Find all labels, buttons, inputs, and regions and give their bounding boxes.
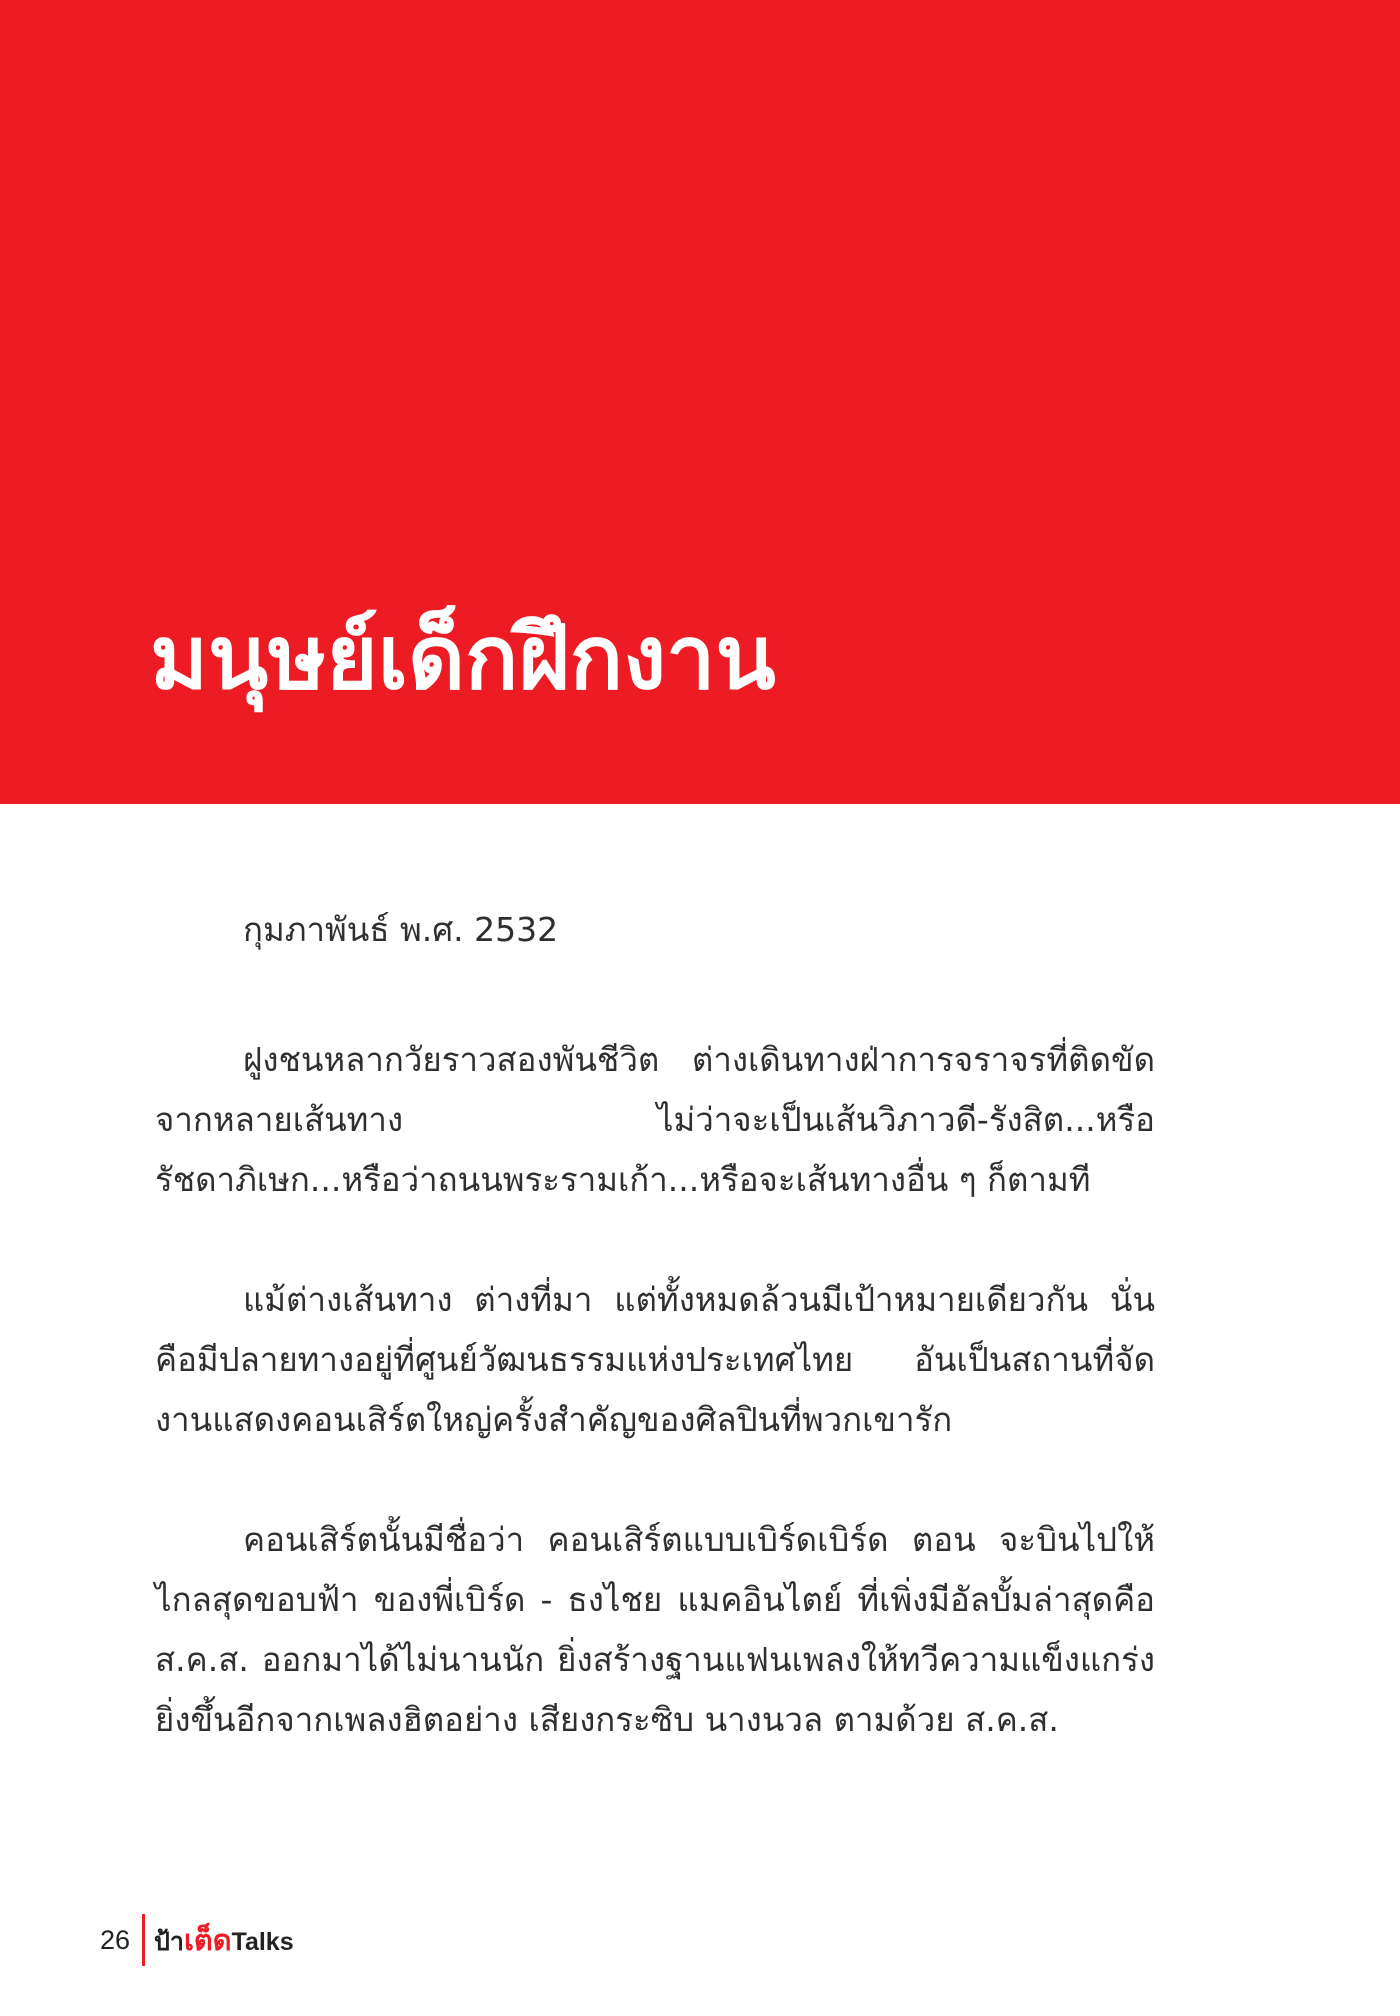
date-line: กุมภาพันธ์ พ.ศ. 2532 — [243, 910, 559, 949]
brand-mid: เต็ด — [183, 1925, 232, 1957]
chapter-title: มนุษย์เด็กฝึกงาน — [150, 606, 776, 709]
page-footer — [100, 1912, 294, 1968]
brand-logo — [154, 1917, 294, 1963]
chapter-banner — [0, 0, 1400, 804]
paragraph: คอนเสิร์ตนั้นมีชื่อว่า คอนเสิร์ตแบบเบิร์ดเบิร์ด ตอน จะบินไปให้ไกลสุดขอบฟ้า ของพี่เบิร์ด - ธงไชย แมคอินไตย์ ที่เพิ่งมีอัลบั้มล่าสุดคือ ส.ค.ส. ออกมาได้ไม่นานนัก ยิ่งสร้างฐานแฟนเพลงให้ทวีความแข็งแกร่งยิ่งขึ้นอีกจากเพลงฮิตอย่าง เสียงกระซิบ นางนวล ตามด้วย ส.ค.ส. — [155, 1520, 1155, 1739]
brand-suffix: Talks — [231, 1928, 294, 1956]
page-number: 26 — [100, 1924, 131, 1955]
body-text — [155, 900, 1155, 1810]
paragraph: ฝูงชนหลากวัยราวสองพันชีวิต ต่างเดินทางฝ่าการจราจรที่ติดขัดจากหลายเส้นทาง ไม่ว่าจะเป็นเส้นวิภาวดี-รังสิต...หรือรัชดาภิเษก...หรือว่าถนนพระรามเก้า...หรือจะเส้นทางอื่น ๆ ก็ตามที — [155, 1040, 1155, 1199]
paragraph: แม้ต่างเส้นทาง ต่างที่มา แต่ทั้งหมดล้วนมีเป้าหมายเดียวกัน นั่นคือมีปลายทางอยู่ที่ศูนย์วัฒนธรรมแห่งประเทศไทย อันเป็นสถานที่จัดงานแสดงคอนเสิร์ตใหญ่ครั้งสำคัญของศิลปินที่พวกเขารัก — [155, 1280, 1155, 1439]
footer-divider — [142, 1914, 145, 1966]
brand-prefix: ป้า — [154, 1928, 184, 1956]
